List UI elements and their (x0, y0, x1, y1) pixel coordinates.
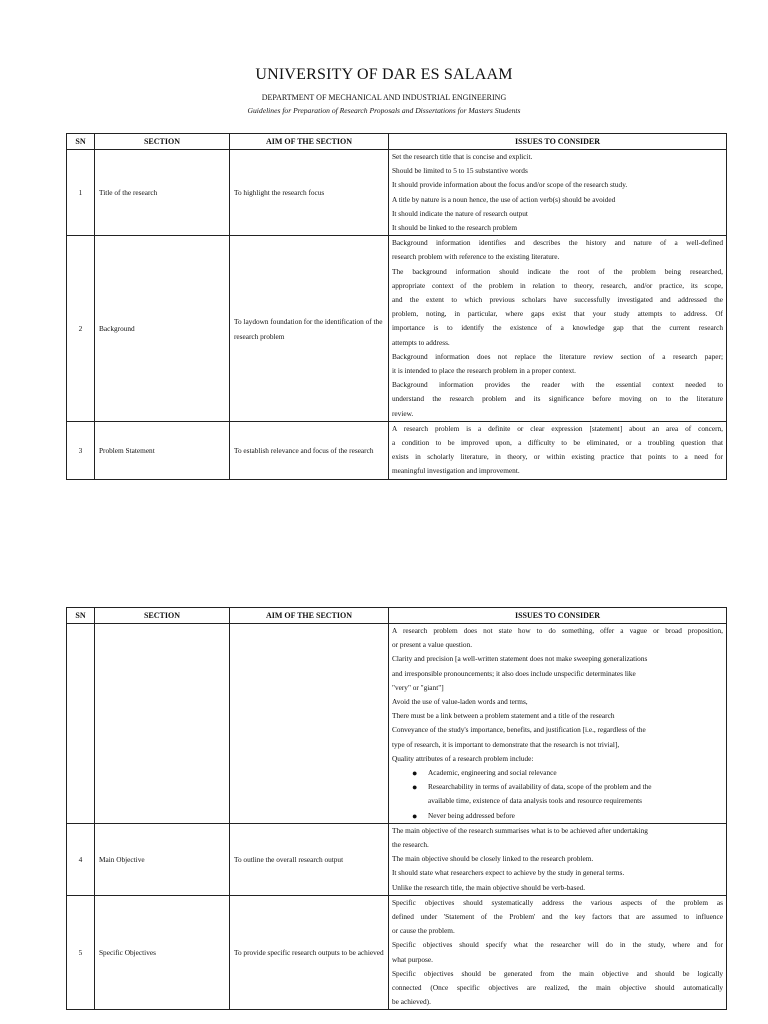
row-sn: 5 (67, 895, 95, 1010)
department-title: DEPARTMENT OF MECHANICAL AND INDUSTRIAL ENGINEERING (261, 93, 507, 102)
issue-text: attempts to address. (392, 337, 450, 347)
issue-line (392, 279, 723, 293)
issue-line (392, 924, 723, 938)
row-issues (389, 823, 727, 895)
issue-text: A research problem does not state how to do something, offer a vague or broad proposition, (392, 626, 723, 635)
col-header-issues: ISSUES TO CONSIDER (389, 608, 727, 624)
table-row (67, 895, 727, 1010)
issue-text: and the extent to which previous scholars have successfully investigated and addressed the (392, 295, 723, 305)
issue-line (392, 364, 723, 378)
issue-line (392, 150, 723, 164)
issue-text: appropriate context of the problem in relation to theory, research, and/or practice, its scope, (392, 280, 723, 290)
issue-text: Set the research title that is concise and explicit. (392, 152, 533, 161)
col-header-aim: AIM OF THE SECTION (230, 134, 389, 150)
table-header-row (67, 608, 727, 624)
col-header-issues: ISSUES TO CONSIDER (389, 134, 727, 150)
university-title: UNIVERSITY OF DAR ES SALAAM (255, 66, 513, 83)
issue-text: Specific objectives should be generated from the main objective and should be logically (392, 968, 723, 978)
row-section: Background (95, 236, 230, 422)
issue-text: It should state what researchers expect to achieve by the study in general terms. (392, 868, 625, 878)
row-sn: 4 (67, 823, 95, 895)
row-aim: To provide specific research outputs to be achieved (230, 895, 389, 1010)
issue-line (392, 667, 723, 681)
row-issues (389, 624, 727, 824)
issue-text: Researchability in terms of availability of data, scope of the problem and the (428, 782, 652, 792)
issue-line (392, 321, 723, 335)
issue-line (392, 695, 723, 709)
issue-line (392, 709, 723, 723)
issue-text: Background information does not replace the literature review section of a research paper; (392, 351, 723, 361)
col-header-sn: SN (67, 134, 95, 150)
issue-text: a condition to be improved upon, a difficulty to be eliminated, or a troubling question that (392, 438, 723, 448)
issue-text: The main objective should be closely linked to the research problem. (392, 854, 594, 864)
issue-text: what purpose. (392, 954, 433, 964)
issue-text: research problem with reference to the existing literature. (392, 252, 560, 262)
issue-text: A title by nature is a noun hence, the use of action verb(s) should be avoided (392, 194, 616, 204)
row-issues (389, 421, 727, 479)
issue-text: meaningful investigation and improvement. (392, 466, 520, 476)
issue-text: Quality attributes of a research problem include: (392, 753, 534, 763)
document-header (0, 66, 768, 115)
issue-line (392, 464, 723, 478)
row-issues (389, 895, 727, 1010)
issue-text: the research. (392, 840, 429, 850)
row-sn (67, 624, 95, 824)
issue-line (392, 896, 723, 910)
issue-line (392, 981, 723, 995)
row-sn: 1 (67, 150, 95, 236)
issue-text: The main objective of the research summarises what is to be achieved after undertaking (392, 825, 648, 835)
issue-line (392, 624, 723, 638)
issue-text: It should provide information about the focus and/or scope of the research study. (392, 180, 628, 190)
table-row (67, 823, 727, 895)
issue-line (392, 193, 723, 207)
issue-line (392, 307, 723, 321)
issue-line (392, 967, 723, 981)
issue-text: problem, noting, in particular, where gaps exist that your study attempts to address. Of (392, 309, 723, 319)
issue-line (392, 164, 723, 178)
issue-line (392, 450, 723, 464)
issue-text: Background information identifies and describes the history and nature of a well-defined (392, 238, 723, 248)
issue-text: It should be linked to the research problem (392, 223, 518, 233)
issue-text: connected (Once specific objectives are realized, the main objective should automatically (392, 983, 723, 993)
issue-line (392, 852, 723, 866)
table-row (67, 150, 727, 236)
issue-text: A research problem is a definite or clear expression [statement] about an area of concern, (392, 423, 723, 433)
issue-text: "very" or "giant"] (392, 682, 444, 692)
row-sn: 3 (67, 421, 95, 479)
issue-text: or present a value question. (392, 640, 473, 650)
issue-line (392, 407, 723, 421)
guidelines-subtitle: Guidelines for Preparation of Research Proposals and Dissertations for Masters Students (247, 106, 521, 115)
issue-text: Clarity and precision [a well-written statement does not make sweeping generalizations (392, 654, 648, 664)
issue-text: Academic, engineering and social relevance (428, 768, 557, 778)
issue-text: defined under 'Statement of the Problem' and the key factors that are assumed to influence (392, 912, 723, 922)
row-section: Main Objective (95, 823, 230, 895)
issue-line (392, 938, 723, 952)
issue-line (392, 293, 723, 307)
issue-line (392, 824, 723, 838)
issue-text: review. (392, 408, 414, 418)
issue-line (392, 350, 723, 364)
table-row (67, 624, 727, 824)
issue-line (392, 250, 723, 264)
issue-text: understand the research problem and its significance before moving on to the literature (392, 394, 723, 404)
table-row (67, 236, 727, 422)
issue-line (392, 752, 723, 766)
issue-line (392, 221, 723, 235)
guidelines-table-2 (66, 607, 727, 1010)
row-issues (389, 236, 727, 422)
issue-line (392, 738, 723, 752)
issue-line (392, 436, 723, 450)
issue-text: and irresponsible pronouncements; it also does include unspecific determinates like (392, 668, 636, 678)
issue-line (392, 866, 723, 880)
issue-line (392, 265, 723, 279)
issue-text: Specific objectives should systematically address the various aspects of the problem as (392, 897, 723, 907)
col-header-section: SECTION (95, 608, 230, 624)
issue-text: type of research, it is important to demonstrate that the research is not trivial], (392, 739, 620, 749)
issue-text: Never being addressed before (428, 810, 515, 820)
table-header-row (67, 134, 727, 150)
issue-text: Specific objectives should specify what the researcher will do in the study, where and for (392, 940, 723, 950)
issue-line (392, 178, 723, 192)
issue-text: exists in scholarly literature, in theory, or within existing practice that points to a need for (392, 452, 723, 462)
bullet-dot-icon: ● (412, 782, 418, 793)
issue-line (392, 838, 723, 852)
issue-bullet-item (392, 780, 723, 794)
row-section (95, 624, 230, 824)
issue-text: Unlike the research title, the main objective should be verb-based. (392, 882, 586, 892)
row-aim: To establish relevance and focus of the research (230, 421, 389, 479)
issue-line (392, 207, 723, 221)
issue-line (392, 723, 723, 737)
row-section: Problem Statement (95, 421, 230, 479)
issue-bullet-item (392, 766, 723, 780)
issue-text: importance is to identify the existence of a knowledge gap that the current research (392, 323, 723, 333)
row-section: Title of the research (95, 150, 230, 236)
issue-text: it is intended to place the research problem in a proper context. (392, 366, 576, 376)
issue-text: Should be limited to 5 to 15 substantive words (392, 166, 528, 176)
issue-text: It should indicate the nature of research output (392, 208, 528, 218)
guidelines-table-1 (66, 133, 727, 480)
row-issues (389, 150, 727, 236)
bullet-dot-icon: ● (412, 810, 418, 821)
issue-text: The background information should indicate the root of the problem being researched, (392, 266, 723, 276)
issue-line (392, 652, 723, 666)
col-header-section: SECTION (95, 134, 230, 150)
table-row (67, 421, 727, 479)
issue-text: Avoid the use of value-laden words and terms, (392, 697, 528, 707)
issue-text: Background information provides the reader with the essential context needed to (392, 380, 723, 390)
issue-line (392, 995, 723, 1009)
issue-line (392, 392, 723, 406)
issue-line (392, 910, 723, 924)
row-aim: To laydown foundation for the identification of the research problem (230, 236, 389, 422)
issue-text: or cause the problem. (392, 926, 455, 936)
row-aim: To highlight the research focus (230, 150, 389, 236)
issue-text: be achieved). (392, 997, 431, 1007)
issue-line (392, 881, 723, 895)
row-aim (230, 624, 389, 824)
row-section: Specific Objectives (95, 895, 230, 1010)
row-aim: To outline the overall research output (230, 823, 389, 895)
issue-line (392, 378, 723, 392)
issue-bullet-item (392, 809, 723, 823)
issue-line (392, 336, 723, 350)
bullet-dot-icon: ● (412, 768, 418, 779)
issue-text: Conveyance of the study's importance, benefits, and justification [i.e., regardless of the (392, 725, 646, 735)
issue-text: There must be a link between a problem statement and a title of the research (392, 711, 615, 721)
col-header-sn: SN (67, 608, 95, 624)
issue-line (392, 422, 723, 436)
issue-line (392, 236, 723, 250)
issue-text: available time, existence of data analysis tools and resource requirements (428, 796, 642, 806)
issue-line (392, 953, 723, 967)
row-sn: 2 (67, 236, 95, 422)
issue-line (392, 638, 723, 652)
issue-line (392, 681, 723, 695)
col-header-aim: AIM OF THE SECTION (230, 608, 389, 624)
issue-line (392, 794, 723, 808)
